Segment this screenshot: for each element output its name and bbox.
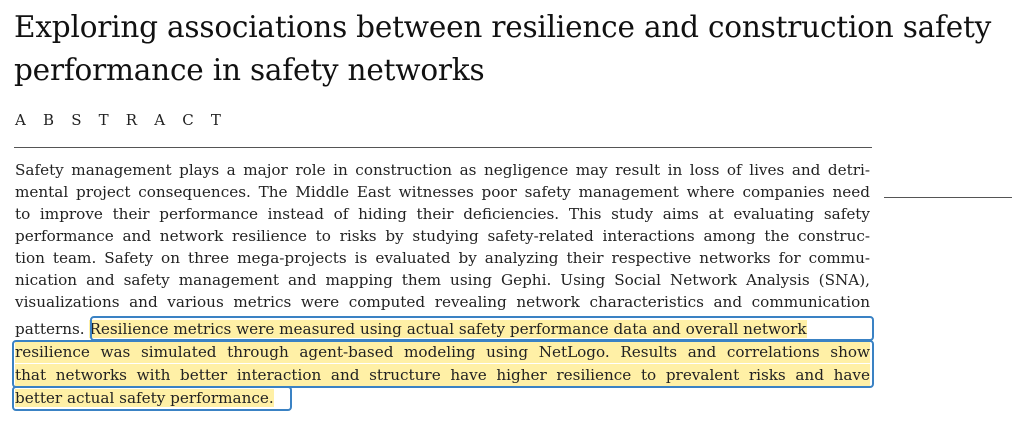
abstract-line: Safety management plays a major role in construction as negligence may result in loss of lives and detri-	[15, 161, 870, 179]
paper-title-line-1: Exploring associations between resilience and construction safety	[14, 10, 992, 44]
paper-title	[14, 6, 1014, 92]
abstract-line-mixed	[15, 318, 807, 340]
highlighted-text: better actual safety performance.	[15, 389, 274, 407]
abstract-line: mental project consequences. The Middle East witnesses poor safety management where companies need	[15, 183, 870, 201]
abstract-line: tion team. Safety on three mega-projects is evaluated by analyzing their respective networks for commu-	[15, 249, 870, 267]
section-divider	[14, 147, 872, 148]
abstract-line: nication and safety management and mapping them using Gephi. Using Social Network Analysis (SNA),	[15, 271, 870, 289]
paper-title-line-2: performance in safety networks	[14, 53, 485, 87]
abstract-line: visualizations and various metrics were computed revealing network characteristics and communication	[15, 293, 870, 311]
abstract-line: to improve their performance instead of hiding their deficiencies. This study aims at evaluating safety	[15, 205, 870, 223]
highlighted-text: Resilience metrics were measured using actual safety performance data and overall network	[89, 320, 807, 338]
margin-rule	[884, 197, 1012, 198]
abstract-heading: A B S T R A C T	[15, 111, 228, 129]
highlighted-line-last	[15, 387, 870, 409]
abstract-line: performance and network resilience to risks by studying safety-related interactions among the construc-	[15, 227, 870, 245]
highlighted-line: resilience was simulated through agent-based modeling using NetLogo. Results and correlations show	[15, 343, 870, 361]
abstract-text: patterns.	[15, 320, 85, 338]
highlighted-line: that networks with better interaction and structure have higher resilience to prevalent risks and have	[15, 366, 870, 384]
